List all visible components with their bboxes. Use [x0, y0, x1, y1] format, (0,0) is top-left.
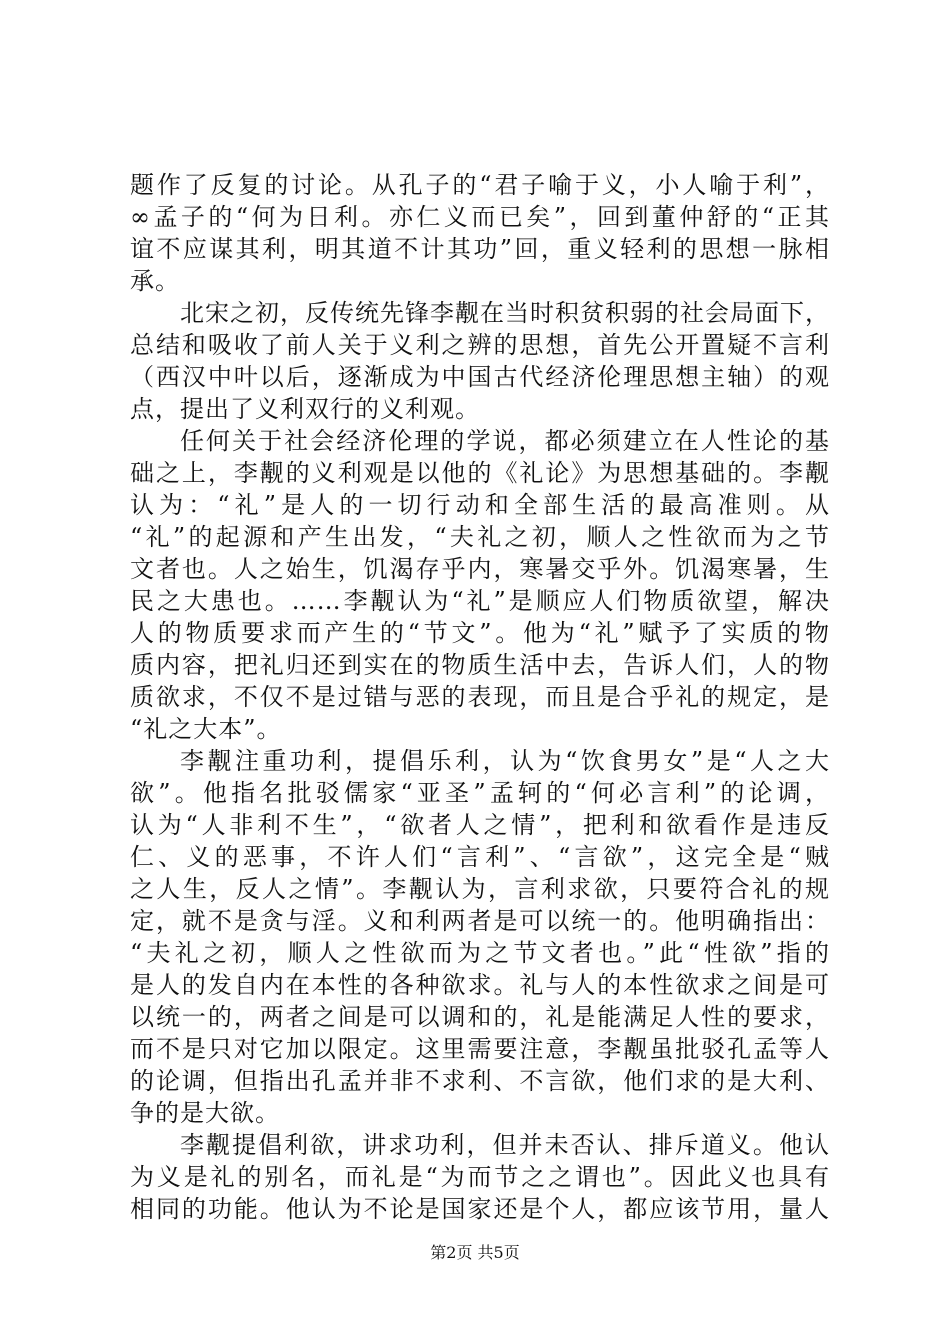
text-line: 李觏注重功利，提倡乐利，认为“饮食男女”是“人之大: [180, 747, 830, 775]
text-line: 是人的发自内在本性的各种欲求。礼与人的本性欲求之间是可: [130, 971, 830, 999]
text-line: 认为：“礼”是人的一切行动和全部生活的最高准则。从: [130, 491, 830, 519]
text-line: 之人生，反人之情”。李觏认为，言利求欲，只要符合礼的规: [130, 875, 830, 903]
text-line: 人的物质要求而产生的“节文”。他为“礼”赋予了实质的物: [130, 619, 830, 647]
text-line: 点，提出了义利双行的义利观。: [130, 395, 480, 423]
text-line: 文者也。人之始生，饥渴存乎内，寒暑交乎外。饥渴寒暑，生: [130, 555, 830, 583]
body-text: [130, 169, 830, 1225]
text-line: 总结和吸收了前人关于义利之辨的思想，首先公开置疑不言利: [130, 331, 830, 359]
text-line: 相同的功能。他认为不论是国家还是个人，都应该节用，量人: [130, 1195, 830, 1223]
text-line: 而不是只对它加以限定。这里需要注意，李觏虽批驳孔孟等人: [130, 1035, 830, 1063]
text-line: （西汉中叶以后，逐渐成为中国古代经济伦理思想主轴）的观: [130, 363, 830, 391]
text-line: ∞孟子的“何为日利。亦仁义而已矣”，回到董仲舒的“正其: [130, 203, 830, 231]
page-number-footer: 第2页 共5页: [430, 1243, 520, 1262]
text-line: 李觏提倡利欲，讲求功利，但并未否认、排斥道义。他认: [180, 1131, 830, 1159]
text-line: 谊不应谋其利，明其道不计其功”回，重义轻利的思想一脉相: [130, 235, 830, 263]
text-line: 题作了反复的讨论。从孔子的“君子喻于义，小人喻于利”，: [130, 171, 830, 199]
text-line: 为义是礼的别名，而礼是“为而节之之谓也”。因此义也具有: [130, 1163, 830, 1191]
text-line: 仁、义的恶事，不许人们“言利”、“言欲”，这完全是“贼: [130, 843, 830, 871]
text-line: 认为“人非利不生”，“欲者人之情”，把利和欲看作是违反: [130, 811, 830, 839]
text-line: 北宋之初，反传统先锋李觏在当时积贫积弱的社会局面下，: [180, 299, 830, 327]
text-line: 质欲求，不仅不是过错与恶的表现，而且是合乎礼的规定，是: [130, 683, 830, 711]
text-line: 欲”。他指名批驳儒家“亚圣”孟轲的“何必言利”的论调，: [130, 779, 830, 807]
text-line: 定，就不是贪与淫。义和利两者是可以统一的。他明确指出：: [130, 907, 830, 935]
text-line: “夫礼之初，顺人之性欲而为之节文者也。”此“性欲”指的: [130, 939, 830, 967]
text-line: 的论调，但指出孔孟并非不求利、不言欲，他们求的是大利、: [130, 1067, 830, 1095]
text-line: “礼之大本”。: [130, 715, 282, 743]
text-line: 以统一的，两者之间是可以调和的，礼是能满足人性的要求，: [130, 1003, 830, 1031]
text-line: 民之大患也。……李觏认为“礼”是顺应人们物质欲望，解决: [130, 587, 830, 615]
text-line: 争的是大欲。: [130, 1099, 280, 1127]
text-line: 础之上，李觏的义利观是以他的《礼论》为思想基础的。李觏: [130, 459, 830, 487]
text-line: 承。: [130, 267, 180, 295]
text-line: “礼”的起源和产生出发，“夫礼之初，顺人之性欲而为之节: [130, 523, 830, 551]
text-line: 任何关于社会经济伦理的学说，都必须建立在人性论的基: [180, 427, 830, 455]
text-line: 质内容，把礼归还到实在的物质生活中去，告诉人们，人的物: [130, 651, 830, 679]
